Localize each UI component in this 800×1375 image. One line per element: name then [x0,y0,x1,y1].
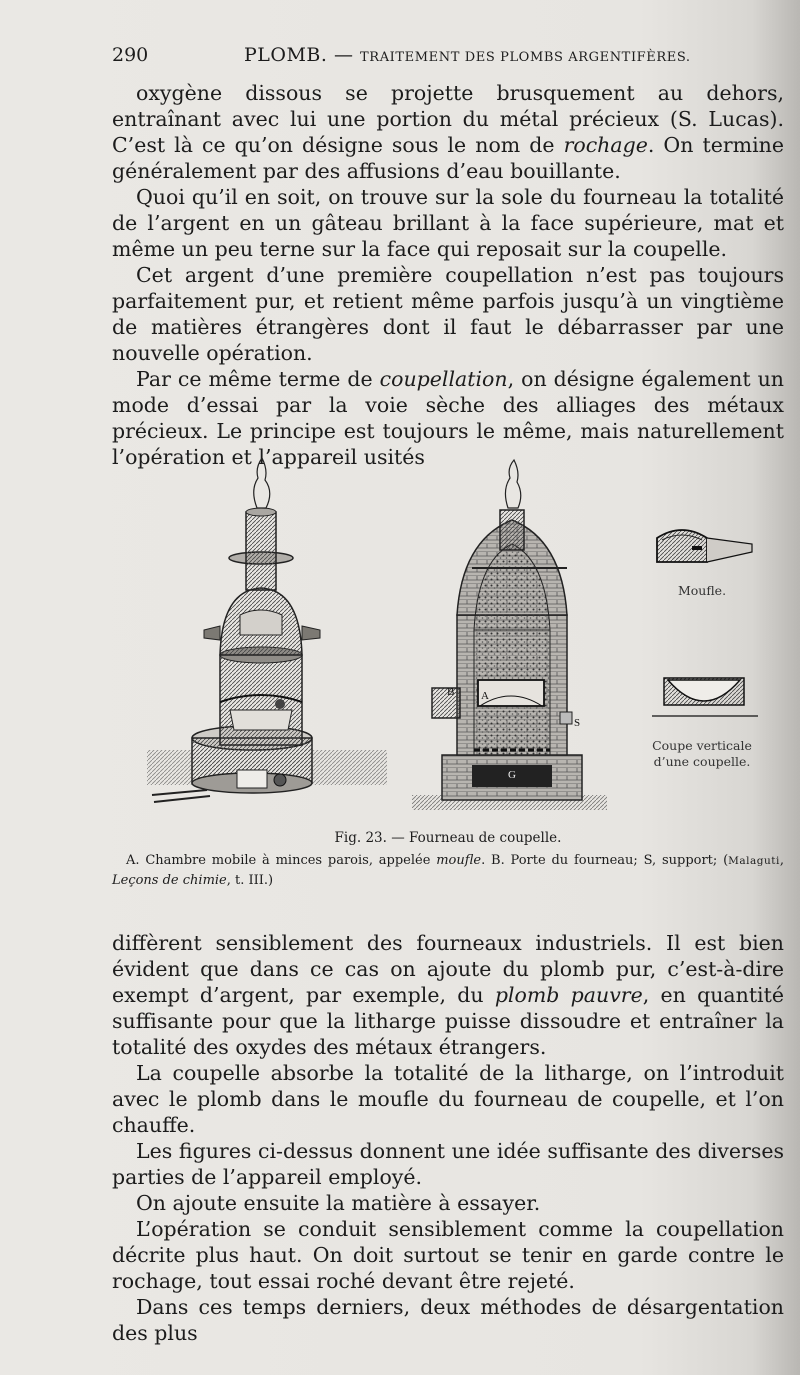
text-run: Quoi qu’il en soit, on trouve sur la sole du fourneau la totalité de l’argent en un gâteau brillant à la face supérieure, mat et même un peu terne sur la face qui reposait sur la coupelle. [112,185,784,261]
italic-term: plomb pauvre [494,983,643,1007]
italic-term: moufle [436,853,482,868]
text-run: Par ce même terme de [136,367,380,391]
text-run: Les figures ci-dessus donnent une idée suffisante des diverses parties de l’appareil employé. [112,1139,784,1189]
text-run: Dans ces temps derniers, deux méthodes de désargentation des plus [112,1295,784,1345]
page-header [112,44,782,74]
body-text-bottom [112,930,784,1346]
body-text-top [112,80,784,470]
text-run: . On termine généralement par des affusions d’eau bouillante. [112,133,784,183]
figure-caption-text [112,851,784,891]
text-run: On ajoute ensuite la matière à essayer. [136,1191,541,1215]
figure-caption-title: Fig. 23. — Fourneau de coupelle. [334,830,562,846]
paragraph [112,184,784,262]
furnace-exterior [147,458,387,802]
text-run: , en quantité suffisante pour que la litharge puisse dissoudre et entraîner la totalité des oxydes des métaux étrangers. [112,983,784,1059]
label-letter-s: S [574,717,581,729]
label-coupe-line-2: d’une coupelle. [653,754,751,769]
running-head-title: PLOMB. [244,44,328,66]
text-run: , on désigne également un mode d’essai par la voie sèche des alliages des métaux précieux. Le principe est toujours le même, mais naturellement l’opération et l’appareil usités [112,367,785,469]
label-coupe-line-1: Coupe verticale [652,738,752,753]
paragraph [112,1294,784,1346]
figure-furnace [112,440,784,840]
label-moufle: Moufle. [677,583,727,598]
text-run: La coupelle absorbe la totalité de la litharge, on l’introduit avec le plomb dans le moufle du fourneau de coupelle, et l’on chauffe. [112,1061,784,1137]
text-run: diffèrent sensiblement des fourneaux industriels. Il est bien évident que dans ce cas on ajoute du plomb pur, c’est-à-dire exempt d’argent, par exemple, du [112,931,784,1007]
muffle-drawing [657,530,752,562]
running-head-subtitle: TRAITEMENT DES PLOMBS ARGENTIFÈRES. [360,50,691,65]
page-number: 290 [112,44,149,66]
text-run: oxygène dissous se projette brusquement au dehors, entraînant avec lui une portion du métal précieux (S. Lucas). C’est là ce qu’on désigne sous le nom de [112,81,784,157]
label-coupe-verticale [642,738,762,770]
paragraph [112,1138,784,1190]
text-run: , [779,853,784,868]
paragraph [112,262,784,366]
paragraph [112,80,784,184]
paragraph [112,930,784,1060]
text-run: A. Chambre mobile à minces parois, appelée [126,853,437,868]
paragraph [112,1060,784,1138]
italic-term: Leçons de chimie [112,873,227,888]
label-letter-g: G [508,769,516,781]
label-letter-b: B [447,686,455,698]
running-head [244,44,691,66]
label-letter-a: A [481,690,489,702]
furnace-illustration [112,440,784,840]
text-run: Malaguti [728,855,780,867]
italic-term: rochage [563,133,648,157]
text-run: , t. III.) [226,873,274,888]
paragraph [112,1190,784,1216]
running-head-dash: — [333,44,354,66]
text-run: L’opération se conduit sensiblement comme la coupellation décrite plus haut. On doit surtout se tenir en garde contre le rochage, tout essai roché devant être rejeté. [112,1217,784,1293]
italic-term: coupellation [379,367,508,391]
text-run: Cet argent d’une première coupellation n’est pas toujours parfaitement pur, et retient même parfois jusqu’à un vingtième de matières étrangères dont il faut le débarrasser par une nouvelle opération. [112,263,784,365]
paragraph [112,1216,784,1294]
text-run: . B. Porte du fourneau; S, support; ( [481,853,729,868]
furnace-cross-section [412,460,607,810]
cupel-section-drawing [652,678,758,716]
